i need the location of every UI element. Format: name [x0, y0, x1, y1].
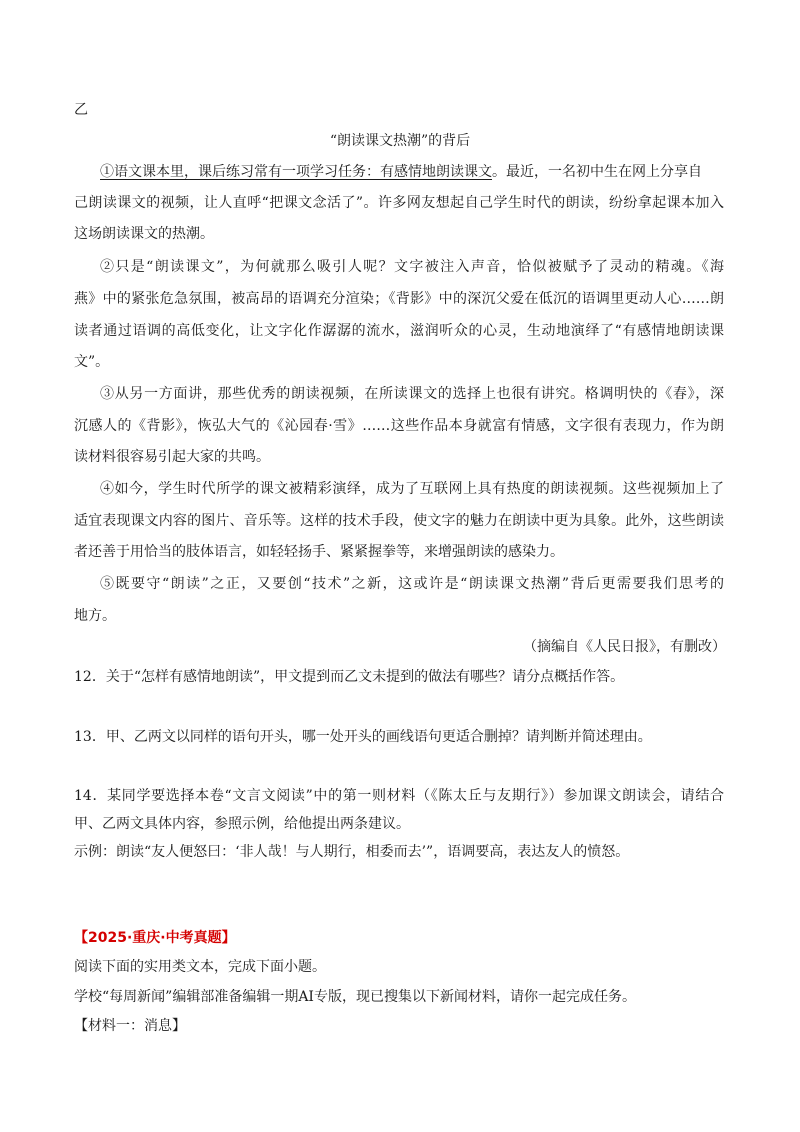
p3-line-1: ③从另一方面讲，那些优秀的朗读视频，在所读课文的选择上也很有讲究。格调明快的《春》，深	[100, 386, 724, 402]
p2-line-3: 读者通过语调的高低变化，让文字化作潺潺的流水，滋润听众的心灵，生动地演绎了“有感情地朗读课	[74, 323, 724, 339]
p1-underlined-sentence: ①语文课本里，课后练习常有一项学习任务：有感情地朗读课文	[100, 164, 492, 180]
question-14-line-2: 甲、乙两文具体内容，参照示例，给他提出两条建议。	[74, 816, 410, 832]
p5-line-2: 地方。	[74, 608, 116, 624]
p1-line-1	[100, 162, 702, 182]
p3-line-3: 读材料很容易引起大家的共鸣。	[74, 449, 270, 465]
material-one-heading: 【材料一：消息】	[74, 1018, 186, 1034]
p2-line-2: 燕》中的紧张危急氛围，被高昂的语调充分渲染；《背影》中的深沉父爱在低沉的语调里更动人心……朗	[74, 291, 724, 307]
p4-line-2: 适宜表现课文内容的图片、音乐等。这样的技术手段，使文字的魅力在朗读中更为具象。此外，这些朗读	[74, 513, 724, 529]
p2-line-4: 文”。	[74, 354, 110, 370]
label-yi: 乙	[74, 102, 88, 118]
question-13: 13．甲、乙两文以同样的语句开头，哪一处开头的画线语句更适合删掉？请判断并简述理由。	[74, 729, 652, 745]
p3-line-2: 沉感人的《背影》，恢弘大气的《沁园春·雪》……这些作品本身就富有情感，文字很有表现力，作为朗	[74, 418, 724, 434]
p1-line-2: 己朗读课文的视频，让人直呼“把课文念活了”。许多网友想起自己学生时代的朗读，纷纷拿起课本加入	[74, 195, 724, 211]
question-14-line-1: 14．某同学要选择本卷“文言文阅读”中的第一则材料（《陈太丘与友期行》）参加课文朗读会，请结合	[74, 788, 724, 804]
p1-line-1-rest: 。最近，一名初中生在网上分享自	[492, 164, 702, 180]
exam-source-tag: 【2025·重庆·中考真题】	[74, 930, 236, 946]
question-14-example: 示例：朗读“友人便怒曰：‘非人哉！与人期行，相委而去’”，语调要高，表达友人的愤怒。	[74, 844, 630, 860]
source-note: （摘编自《人民日报》，有删改）	[523, 639, 726, 655]
section-task: 学校“每周新闻”编辑部准备编辑一期AI专版，现已搜集以下新闻材料，请你一起完成任务。	[74, 989, 636, 1005]
passage-title: “朗读课文热潮”的背后	[329, 133, 471, 149]
p5-line-1: ⑤既要守“朗读”之正，又要创“技术”之新，这或许是“朗读课文热潮”背后更需要我们思考的	[100, 576, 724, 592]
section-instruction: 阅读下面的实用类文本，完成下面小题。	[74, 959, 326, 975]
p1-line-3: 这场朗读课文的热潮。	[74, 226, 214, 242]
p4-line-1: ④如今，学生时代所学的课文被精彩演绎，成为了互联网上具有热度的朗读视频。这些视频加上了	[100, 481, 724, 497]
question-12: 12．关于“怎样有感情地朗读”，甲文提到而乙文未提到的做法有哪些？请分点概括作答。	[74, 669, 625, 685]
p2-line-1: ②只是“朗读课文”，为何就那么吸引人呢？文字被注入声音，恰似被赋予了灵动的精魂。《海	[100, 259, 724, 275]
p4-line-3: 者还善于用恰当的肢体语言，如轻轻扬手、紧紧握拳等，来增强朗读的感染力。	[74, 544, 564, 560]
